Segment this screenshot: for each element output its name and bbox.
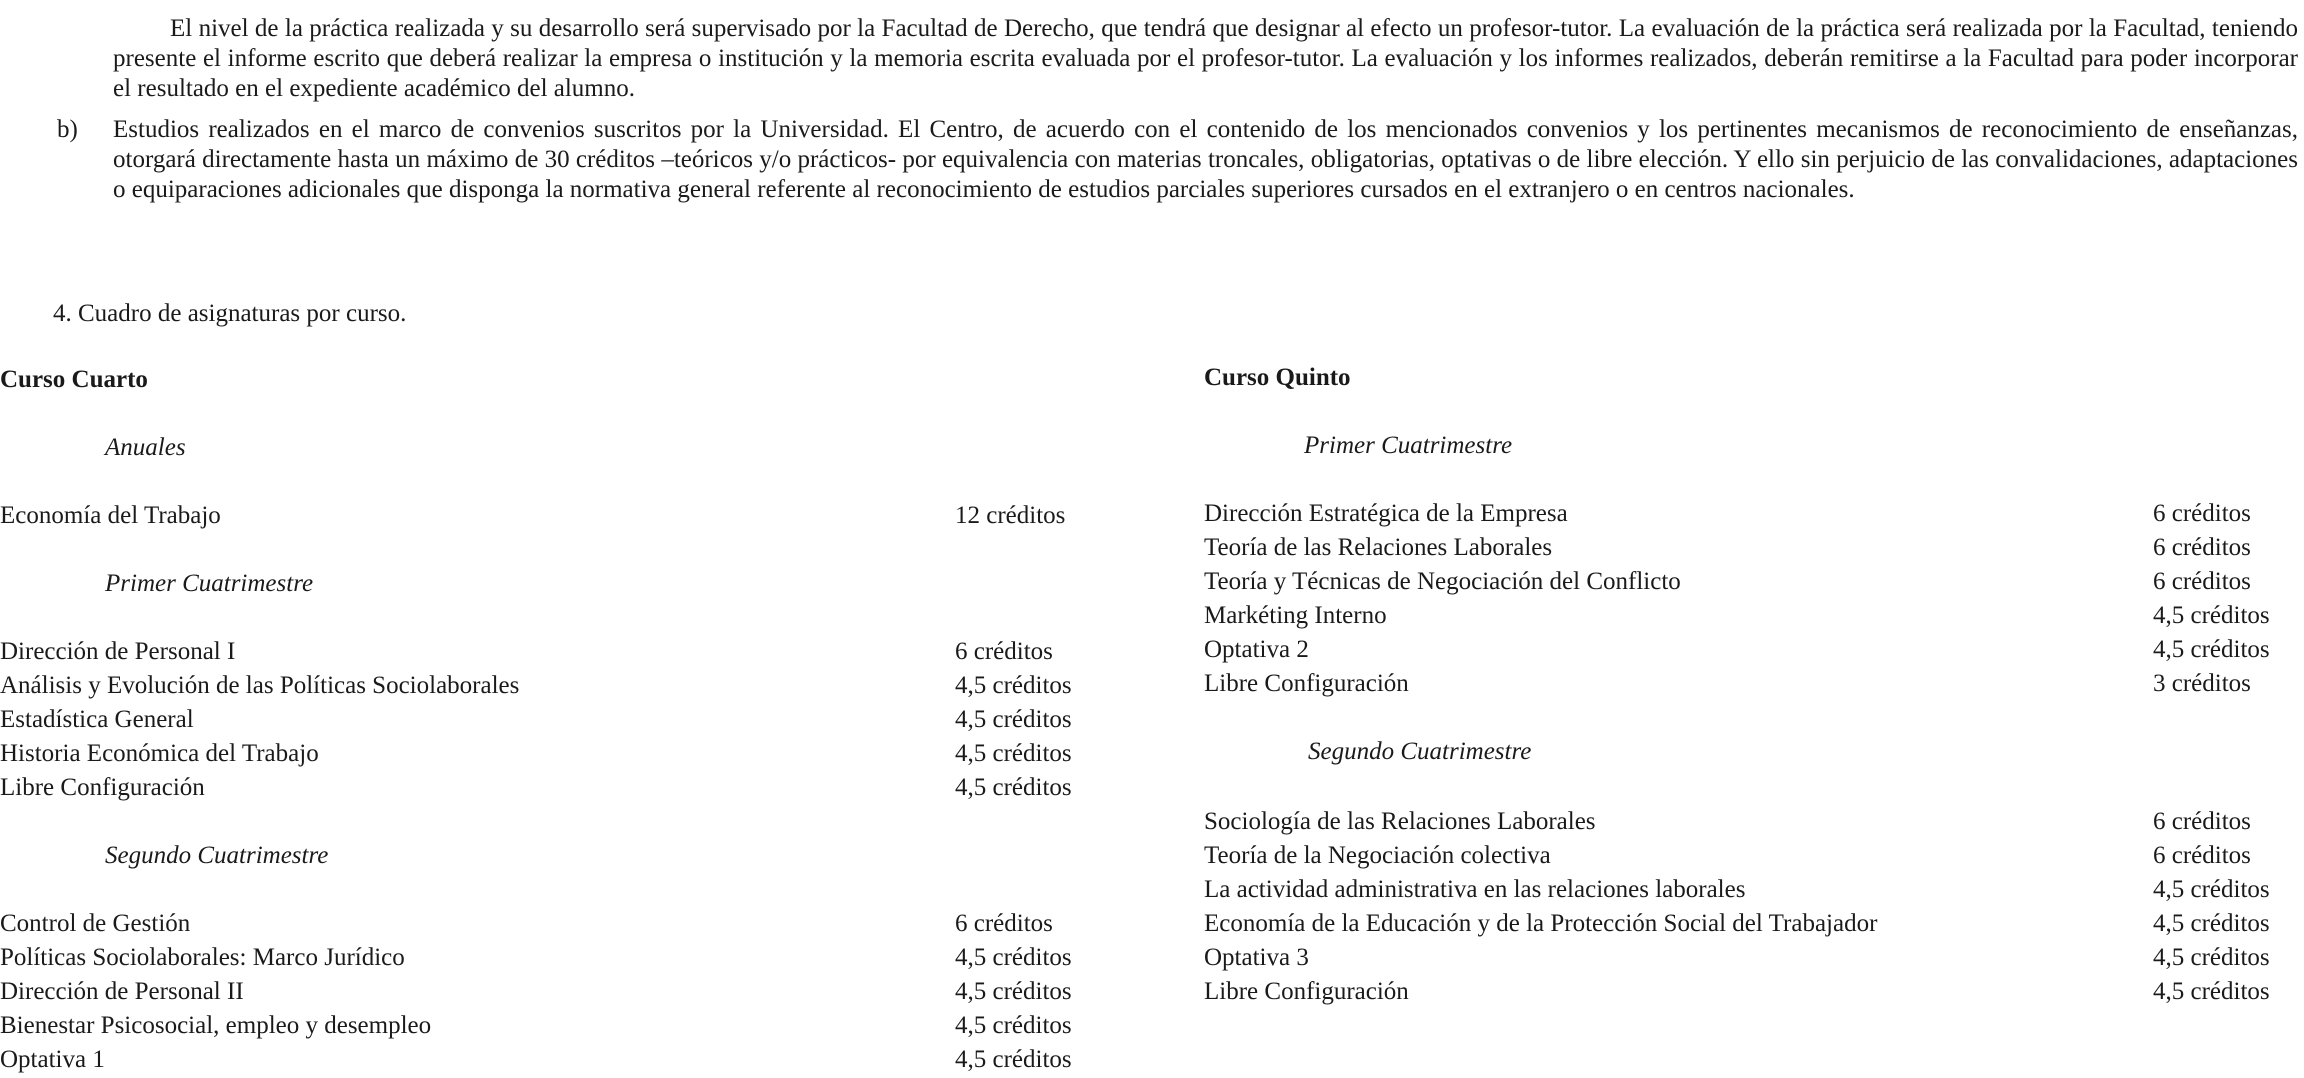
course-credits: 4,5 créditos <box>2153 636 2270 663</box>
course-name: Economía del Trabajo <box>0 502 221 529</box>
course-name: Políticas Sociolaborales: Marco Jurídico <box>0 944 405 971</box>
course-name: Dirección de Personal II <box>0 978 244 1005</box>
course-name: Libre Configuración <box>1204 978 1409 1005</box>
course-name: Markéting Interno <box>1204 602 1387 629</box>
course-credits: 4,5 créditos <box>955 978 1072 1005</box>
course-credits: 6 créditos <box>2153 534 2251 561</box>
course-credits: 6 créditos <box>2153 842 2251 869</box>
section-title: 4. Cuadro de asignaturas por curso. <box>53 300 407 327</box>
course-credits: 6 créditos <box>2153 808 2251 835</box>
item-b-paragraph: Estudios realizados en el marco de convenios suscritos por la Universidad. El Centro, de acuerdo con el contenido de los mencionados convenios y los pertinentes mecanismos de reconocimiento de enseñanzas, otorgará directamente hasta un máximo de 30 créditos –teóricos y/o prácticos- por equivalencia con materias troncales, obligatorias, optativas o de libre elección. Y ello sin perjuicio de las convalidaciones, adaptaciones o equiparaciones adicionales que disponga la normativa general referente al reconocimiento de estudios parciales superiores cursados en el extranjero o en centros nacionales. <box>113 116 2298 203</box>
course-name: Optativa 1 <box>0 1046 105 1073</box>
curso-quinto-segundo-label: Segundo Cuatrimestre <box>1308 738 1532 765</box>
course-name: Sociología de las Relaciones Laborales <box>1204 808 1596 835</box>
curso-quinto-primer-label: Primer Cuatrimestre <box>1304 432 1513 459</box>
course-credits: 4,5 créditos <box>2153 944 2270 971</box>
course-name: Optativa 3 <box>1204 944 1309 971</box>
course-name: Bienestar Psicosocial, empleo y desempleo <box>0 1012 432 1039</box>
course-credits: 4,5 créditos <box>2153 978 2270 1005</box>
course-name: Libre Configuración <box>0 774 205 801</box>
course-name: Teoría y Técnicas de Negociación del Conflicto <box>1204 568 1681 595</box>
course-credits: 6 créditos <box>2153 500 2251 527</box>
course-credits: 6 créditos <box>955 638 1053 665</box>
course-name: Optativa 2 <box>1204 636 1309 663</box>
course-credits: 4,5 créditos <box>955 1012 1072 1039</box>
course-credits: 4,5 créditos <box>955 774 1072 801</box>
curso-cuarto-anuales-label: Anuales <box>105 434 186 461</box>
course-credits: 4,5 créditos <box>955 1046 1072 1073</box>
curso-cuarto-segundo-label: Segundo Cuatrimestre <box>105 842 329 869</box>
curso-quinto-heading: Curso Quinto <box>1204 364 1351 391</box>
course-name: Estadística General <box>0 706 194 733</box>
course-name: Dirección de Personal I <box>0 638 236 665</box>
course-name: La actividad administrativa en las relaciones laborales <box>1204 876 1746 903</box>
course-name: Análisis y Evolución de las Políticas Sociolaborales <box>0 672 520 699</box>
course-credits: 6 créditos <box>955 910 1053 937</box>
course-credits: 4,5 créditos <box>2153 602 2270 629</box>
course-credits: 4,5 créditos <box>2153 876 2270 903</box>
course-credits: 3 créditos <box>2153 670 2251 697</box>
course-credits: 4,5 créditos <box>955 740 1072 767</box>
course-credits: 12 créditos <box>955 502 1066 529</box>
course-name: Control de Gestión <box>0 910 191 937</box>
course-credits: 4,5 créditos <box>955 944 1072 971</box>
course-name: Dirección Estratégica de la Empresa <box>1204 500 1568 527</box>
course-name: Economía de la Educación y de la Protección Social del Trabajador <box>1204 910 1878 937</box>
course-name: Historia Económica del Trabajo <box>0 740 319 767</box>
course-name: Teoría de las Relaciones Laborales <box>1204 534 1553 561</box>
curso-cuarto-primer-label: Primer Cuatrimestre <box>105 570 314 597</box>
course-credits: 4,5 créditos <box>955 672 1072 699</box>
course-credits: 4,5 créditos <box>2153 910 2270 937</box>
course-credits: 4,5 créditos <box>955 706 1072 733</box>
item-b-marker: b) <box>57 116 78 143</box>
curso-cuarto-heading: Curso Cuarto <box>0 366 148 393</box>
course-credits: 6 créditos <box>2153 568 2251 595</box>
course-name: Teoría de la Negociación colectiva <box>1204 842 1551 869</box>
course-name: Libre Configuración <box>1204 670 1409 697</box>
practice-evaluation-paragraph: El nivel de la práctica realizada y su desarrollo será supervisado por la Facultad de Derecho, que tendrá que designar al efecto un profesor-tutor. La evaluación de la práctica será realizada por la Facultad, teniendo presente el informe escrito que deberá realizar la empresa o institución y la memoria escrita evaluada por el profesor-tutor. La evaluación y los informes realizados, deberán remitirse a la Facultad para poder incorporar el resultado en el expediente académico del alumno. <box>113 15 2298 102</box>
